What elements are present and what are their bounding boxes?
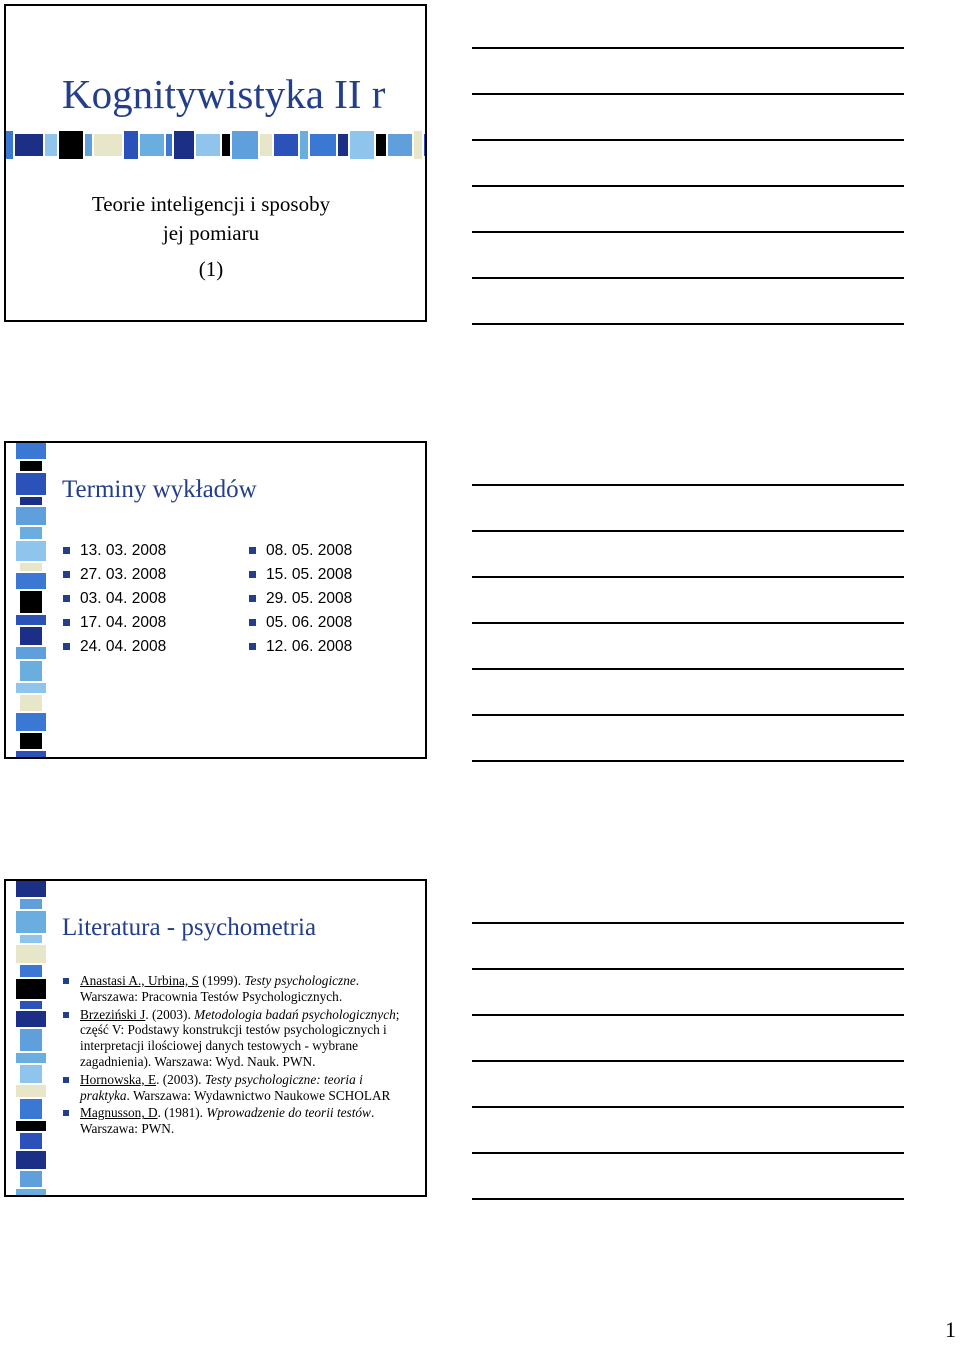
reference-publisher: . Warszawa: PWN. (80, 1105, 375, 1137)
reference-list (63, 973, 415, 1139)
square-bullet-icon (249, 643, 256, 650)
note-line (472, 968, 904, 970)
strip-square (16, 1085, 46, 1097)
note-line (472, 668, 904, 670)
list-item (63, 587, 166, 611)
square-bullet-icon (63, 1012, 69, 1018)
strip-square (222, 134, 230, 156)
strip-square (310, 134, 336, 156)
strip-square (300, 131, 308, 159)
strip-square (196, 134, 220, 156)
reference-year: (1999). (198, 973, 245, 988)
strip-square (16, 1189, 46, 1197)
strip-square (16, 473, 46, 495)
strip-square (20, 563, 42, 571)
square-bullet-icon (249, 595, 256, 602)
square-bullet-icon (63, 571, 70, 578)
strip-square (20, 627, 42, 645)
note-line (472, 760, 904, 762)
strip-square (16, 443, 46, 459)
strip-square (20, 935, 42, 943)
strip-square (59, 131, 83, 159)
strip-square (20, 591, 42, 613)
square-bullet-icon (63, 1110, 69, 1116)
note-line (472, 1060, 904, 1062)
reference-work: Metodologia badań psychologicznych (194, 1006, 396, 1022)
note-line (472, 576, 904, 578)
reference-year: . (2003). (156, 1071, 205, 1087)
page-number: 1 (945, 1317, 956, 1342)
strip-square (174, 131, 194, 159)
square-bullet-icon (63, 595, 70, 602)
strip-square (20, 1133, 42, 1149)
strip-square (45, 134, 57, 156)
strip-square (124, 131, 138, 159)
note-line (472, 139, 904, 141)
strip-square (166, 134, 172, 156)
square-bullet-icon (249, 619, 256, 626)
strip-square (16, 615, 46, 625)
reference-publisher: . Warszawa: Pracownia Testów Psychologicznych. (80, 973, 360, 1004)
strip-square (20, 527, 42, 539)
list-item (249, 611, 352, 635)
strip-square (274, 134, 298, 156)
strip-square (20, 965, 42, 977)
reference-item (63, 1105, 415, 1137)
date-text: 15. 05. 2008 (266, 566, 353, 583)
list-item (249, 587, 352, 611)
square-bullet-icon (63, 547, 70, 554)
strip-square (20, 1099, 42, 1119)
strip-square (20, 1065, 42, 1083)
strip-square (376, 134, 386, 156)
strip-square (16, 541, 46, 561)
strip-square (20, 695, 42, 711)
strip-square (20, 1029, 42, 1051)
list-item (63, 611, 166, 635)
strip-square (414, 131, 422, 159)
slide-lecture-dates (4, 441, 427, 759)
note-line (472, 185, 904, 187)
strip-square (16, 1151, 46, 1169)
decorative-square-strip-vertical (16, 443, 46, 759)
reference-author: Hornowska, E (80, 1071, 157, 1087)
reference-work: Testy psychologiczne (244, 973, 356, 988)
strip-square (140, 134, 164, 156)
strip-square (20, 1001, 42, 1009)
strip-square (20, 899, 42, 909)
slide-literature-heading: Literatura - psychometria (62, 914, 317, 941)
date-text: 17. 04. 2008 (80, 614, 167, 631)
date-text: 27. 03. 2008 (80, 566, 167, 583)
slide-title-heading: Kognitywistyka II r (62, 71, 386, 117)
strip-square (6, 131, 13, 159)
strip-square (16, 751, 46, 759)
note-line (472, 530, 904, 532)
date-text: 29. 05. 2008 (266, 590, 353, 607)
square-bullet-icon (63, 643, 70, 650)
strip-square (20, 461, 42, 471)
strip-square (16, 881, 46, 897)
reference-author: Brzeziński J (80, 1006, 146, 1022)
square-bullet-icon (249, 571, 256, 578)
note-line (472, 484, 904, 486)
note-line (472, 323, 904, 325)
reference-author: Magnusson, D (80, 1105, 158, 1121)
reference-work: Wprowadzenie do teorii testów (206, 1105, 371, 1121)
note-line (472, 1198, 904, 1200)
list-item (249, 539, 352, 563)
list-item (249, 635, 352, 659)
note-line (472, 1106, 904, 1108)
square-bullet-icon (63, 978, 69, 984)
strip-square (338, 134, 348, 156)
note-line (472, 1014, 904, 1016)
square-bullet-icon (63, 619, 70, 626)
square-bullet-icon (63, 1077, 69, 1083)
strip-square (20, 661, 42, 681)
date-text: 08. 05. 2008 (266, 542, 353, 559)
strip-square (424, 134, 427, 156)
reference-year: . (2003). (145, 1006, 195, 1022)
note-line (472, 93, 904, 95)
note-line (472, 47, 904, 49)
strip-square (16, 647, 46, 659)
note-line (472, 622, 904, 624)
list-item (63, 635, 166, 659)
date-text: 13. 03. 2008 (80, 542, 167, 559)
slide-dates-heading: Terminy wykładów (62, 476, 257, 503)
strip-square (20, 1171, 42, 1187)
subtitle-line-2: jej pomiaru (162, 221, 260, 245)
strip-square (16, 507, 46, 525)
strip-square (16, 683, 46, 693)
slide-title (4, 4, 427, 322)
list-item (63, 539, 166, 563)
square-bullet-icon (249, 547, 256, 554)
decorative-square-strip (6, 131, 427, 159)
reference-publisher: . Warszawa: Wydawnictwo Naukowe SCHOLAR (126, 1087, 391, 1103)
note-line (472, 922, 904, 924)
strip-square (16, 979, 46, 999)
subtitle-line-3: (1) (198, 257, 224, 281)
strip-square (16, 945, 46, 963)
strip-square (16, 1053, 46, 1063)
strip-square (16, 1011, 46, 1027)
subtitle-line-1: Teorie inteligencji i sposoby (91, 192, 331, 216)
note-line (472, 231, 904, 233)
strip-square (16, 573, 46, 589)
reference-author: Anastasi A., Urbina, S (80, 973, 199, 988)
reference-item (63, 973, 415, 1005)
note-line (472, 277, 904, 279)
date-text: 24. 04. 2008 (80, 638, 167, 655)
strip-square (232, 131, 258, 159)
list-item (63, 563, 166, 587)
strip-square (388, 134, 412, 156)
reference-item (63, 1072, 415, 1104)
strip-square (20, 497, 42, 505)
date-text: 05. 06. 2008 (266, 614, 353, 631)
date-text: 03. 04. 2008 (80, 590, 167, 607)
slide-literature (4, 879, 427, 1197)
decorative-square-strip-vertical (16, 881, 46, 1197)
note-line (472, 1152, 904, 1154)
strip-square (16, 713, 46, 731)
strip-square (85, 134, 92, 156)
dates-column-1 (63, 539, 166, 659)
strip-square (16, 1121, 46, 1131)
strip-square (16, 911, 46, 933)
strip-square (15, 134, 43, 156)
dates-column-2 (249, 539, 352, 659)
strip-square (20, 733, 42, 749)
reference-work: Testy psychologiczne: teoria i praktyka (80, 1071, 363, 1103)
reference-item (63, 1007, 415, 1070)
list-item (249, 563, 352, 587)
reference-publisher: ; część V: Podstawy konstrukcji testów psychologicznych i interpretacji ilościowej danych testowych - wybrane zagadnienia). Warszawa: Wyd. Nauk. PWN. (80, 1006, 400, 1069)
strip-square (350, 131, 374, 159)
note-line (472, 714, 904, 716)
date-text: 12. 06. 2008 (266, 638, 353, 655)
strip-square (260, 134, 272, 156)
reference-year: . (1981). (157, 1105, 207, 1121)
strip-square (94, 134, 122, 156)
